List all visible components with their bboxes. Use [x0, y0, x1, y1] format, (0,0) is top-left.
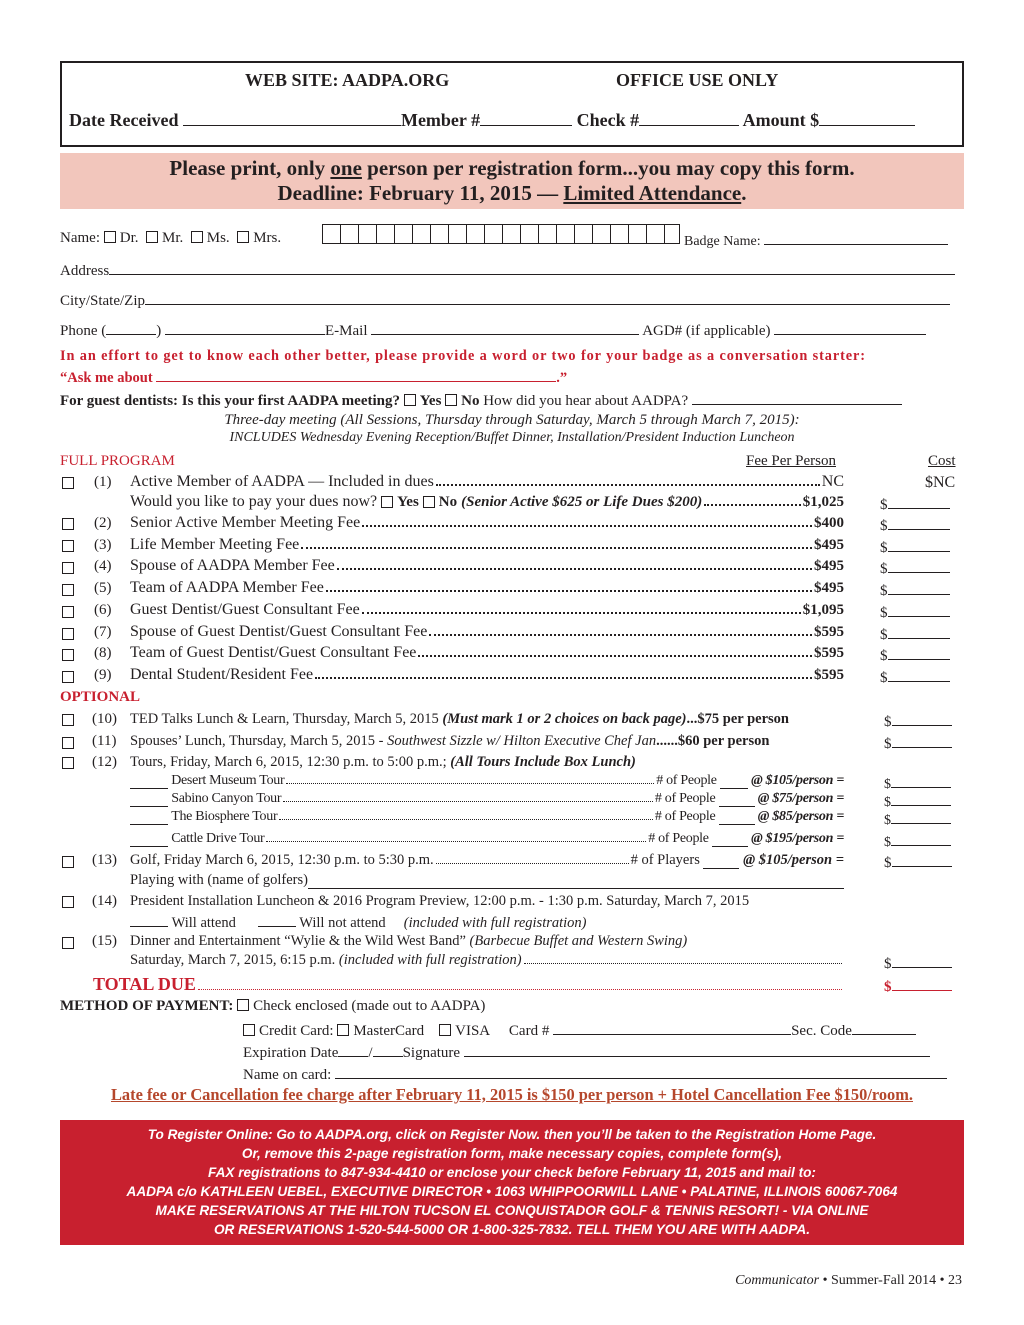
dollar-sign: $ — [880, 497, 888, 513]
dr-label: Dr. — [119, 230, 139, 246]
item-13-cost — [884, 852, 952, 872]
amount-field[interactable] — [819, 111, 915, 126]
heard-label: How did you hear about AADPA? — [483, 393, 689, 409]
dollar-sign: $ — [884, 714, 892, 730]
item-11-note: Southwest Sizzle w/ Hilton Executive Chef Jan — [387, 733, 657, 749]
badge-name-row — [684, 230, 948, 250]
dollar-sign: $ — [880, 540, 888, 556]
tour-desert-count[interactable] — [720, 774, 748, 789]
item-13-label: Golf, Friday March 6, 2015, 12:30 p.m. to 5:30 p.m. — [130, 852, 434, 868]
badge-name-label: Badge Name: — [684, 234, 761, 249]
email-field[interactable] — [371, 320, 639, 335]
dues-no-checkbox[interactable] — [423, 496, 435, 508]
name-on-card-field[interactable] — [335, 1064, 947, 1079]
item-11-checkbox[interactable] — [62, 737, 74, 749]
item-12-number: (12) — [92, 754, 117, 770]
banner-text: Please print, only — [169, 156, 331, 180]
dollar-sign: $ — [884, 777, 891, 792]
dollar-sign: $ — [884, 956, 892, 972]
visa-checkbox[interactable] — [439, 1024, 451, 1036]
late-fee-notice: Late fee or Cancellation fee charge after February 11, 2015 is $150 per person + Hotel Cancellation Fee $150/room. — [110, 1085, 913, 1104]
deadline-text: Deadline: February 11, 2015 — — [277, 181, 564, 205]
ms-checkbox[interactable] — [191, 231, 203, 243]
name-row — [60, 230, 281, 247]
item-13-row — [130, 852, 844, 869]
reservations-text: MAKE RESERVATIONS AT THE HILTON TUCSON EL CONQUISTADOR GOLF & TENNIS RESORT! - VIA ONLINE — [155, 1203, 869, 1218]
item-14-number: (14) — [92, 893, 117, 909]
dues-question: Would you like to pay your dues now? — [130, 493, 378, 510]
item-14-attend-row — [130, 912, 587, 932]
tour-biosphere-people: # of People — [654, 809, 716, 824]
item-15-label: Dinner and Entertainment “Wylie & the Wild West Band” — [130, 933, 466, 949]
item-3-checkbox[interactable] — [62, 540, 74, 552]
item-15-note2: (included with full registration) — [338, 952, 522, 968]
item-7-cost-field[interactable] — [888, 624, 950, 639]
guest-yes-checkbox[interactable] — [404, 394, 416, 406]
item-6-cost-field[interactable] — [888, 602, 950, 617]
tour-desert-people: # of People — [656, 773, 717, 788]
tour-sabino-mark[interactable] — [130, 792, 168, 807]
item-9-checkbox[interactable] — [62, 671, 74, 683]
tour-cattle-mark[interactable] — [130, 832, 168, 847]
item-11-fee: ......$60 per person — [656, 733, 770, 749]
exp-year-field[interactable] — [373, 1042, 403, 1057]
phone-label: Phone ( — [60, 323, 107, 339]
item-5-cost-field[interactable] — [888, 580, 950, 595]
will-attend-field[interactable] — [130, 912, 168, 927]
item-7-cost — [880, 624, 950, 644]
item-8-label: Team of Guest Dentist/Guest Consultant Fee — [130, 644, 417, 661]
agd-label: AGD# (if applicable) — [642, 323, 771, 339]
dollar-sign: $ — [884, 736, 892, 752]
dollar-sign: $ — [880, 648, 888, 664]
item-11-cost — [884, 733, 952, 753]
item-4-fee: $495 — [814, 558, 844, 574]
tour-sabino-cost-field[interactable] — [891, 791, 951, 806]
item-13-cost-field[interactable] — [892, 852, 952, 867]
limited-attendance: Limited Attendance — [563, 181, 742, 205]
signature-label: Signature — [402, 1045, 461, 1061]
credit-card-label: Credit Card: — [259, 1023, 334, 1039]
tour-desert-label: Desert Museum Tour — [171, 773, 285, 788]
payment-label: METHOD OF PAYMENT: — [60, 998, 234, 1014]
tour-cattle-price: @ $195/person = — [751, 831, 844, 846]
item-10-note: (Must mark 1 or 2 choices on back page) — [442, 711, 687, 727]
sec-code-field[interactable] — [852, 1020, 916, 1035]
item-12-note: (All Tours Include Box Lunch) — [450, 754, 636, 770]
ask-me-label: “Ask me about — [60, 370, 153, 386]
publication-name: Communicator — [735, 1273, 820, 1288]
member-label: Member # — [400, 110, 481, 130]
golf-playing-field[interactable] — [308, 874, 844, 889]
tour-biosphere-row — [130, 809, 844, 825]
tour-biosphere-cost-field[interactable] — [891, 809, 951, 824]
guest-question: For guest dentists: Is this your first AADPA meeting? — [60, 393, 400, 409]
item-5-fee: $495 — [814, 580, 844, 596]
item-8-cost-field[interactable] — [888, 645, 950, 660]
item-9-row — [130, 666, 844, 684]
item-15-row — [130, 933, 687, 950]
tour-biosphere-count[interactable] — [719, 810, 755, 825]
item-1-label: Active Member of AADPA — Included in dues — [130, 473, 434, 490]
item-13-price: @ $105/person = — [743, 852, 844, 868]
check-field[interactable] — [639, 111, 739, 126]
item-15-note: (Barbecue Buffet and Western Swing) — [469, 933, 688, 949]
item-6-fee: $1,095 — [802, 602, 844, 618]
city-label: City/State/Zip — [60, 293, 145, 309]
dollar-sign: $ — [880, 583, 888, 599]
item-6-cost — [880, 602, 950, 622]
optional-heading: OPTIONAL — [60, 689, 141, 705]
office-use-label: OFFICE USE ONLY — [616, 70, 779, 90]
item-5-cost — [880, 580, 950, 600]
name-grid-input[interactable] — [322, 224, 680, 244]
item-4-cost-field[interactable] — [888, 558, 950, 573]
registration-info-box — [60, 1120, 964, 1245]
meeting-line-2: INCLUDES Wednesday Evening Reception/Buffet Dinner, Installation/President Induction Luncheon — [229, 430, 795, 445]
cost-header: Cost — [928, 453, 956, 469]
item-9-cost-field[interactable] — [888, 667, 950, 682]
item-14-note: (included with full registration) — [403, 915, 587, 931]
guest-yes-label: Yes — [419, 393, 442, 409]
item-7-fee: $595 — [814, 624, 844, 640]
item-1-number: (1) — [94, 474, 112, 490]
dollar-sign: $ — [884, 795, 891, 810]
item-10-cost-field[interactable] — [892, 711, 952, 726]
page-footer — [735, 1273, 962, 1289]
card-number-label: Card # — [508, 1023, 550, 1039]
dues-yes-checkbox[interactable] — [381, 496, 393, 508]
item-12-checkbox[interactable] — [62, 757, 74, 769]
name-on-card-label: Name on card: — [243, 1067, 332, 1083]
item-11-row — [130, 733, 769, 750]
dollar-sign: $ — [884, 813, 891, 828]
email-label: E-Mail — [325, 323, 368, 339]
will-not-attend-label: Will not attend — [299, 915, 386, 931]
credit-card-checkbox[interactable] — [243, 1024, 255, 1036]
dollar-sign: $ — [880, 627, 888, 643]
item-6-number: (6) — [94, 602, 112, 618]
item-3-number: (3) — [94, 537, 112, 553]
item-4-number: (4) — [94, 558, 112, 574]
dues-row — [130, 493, 844, 511]
area-code-field[interactable] — [106, 320, 156, 335]
issue-page: • Summer-Fall 2014 • 23 — [819, 1273, 962, 1288]
item-2-number: (2) — [94, 515, 112, 531]
item-5-checkbox[interactable] — [62, 584, 74, 596]
badge-name-field[interactable] — [764, 230, 948, 245]
item-4-row — [130, 557, 844, 575]
item-2-checkbox[interactable] — [62, 518, 74, 530]
address-field[interactable] — [109, 260, 955, 275]
deadline-period: . — [741, 181, 747, 205]
banner-one: one — [330, 156, 362, 180]
mastercard-checkbox[interactable] — [337, 1024, 349, 1036]
phone-close: ) — [156, 323, 162, 339]
item-9-cost — [880, 667, 950, 687]
guest-row — [60, 390, 902, 410]
golf-playing-row — [130, 872, 844, 889]
mrs-label: Mrs. — [253, 230, 282, 246]
phone-field[interactable] — [165, 320, 325, 335]
will-not-attend-field[interactable] — [258, 912, 296, 927]
office-fields-row — [69, 110, 915, 131]
tour-desert-price: @ $105/person = — [751, 773, 844, 788]
phone-row — [60, 320, 926, 340]
banner-line-1 — [60, 156, 964, 181]
expiration-label: Expiration Date — [243, 1045, 339, 1061]
item-4-checkbox[interactable] — [62, 562, 74, 574]
tour-cattle-cost — [884, 831, 951, 851]
ask-me-end: .” — [556, 370, 568, 386]
conversation-prompt: In an effort to get to know each other better, please provide a word or two for your badge as a conversation starter: — [60, 348, 866, 364]
item-13-number: (13) — [92, 852, 117, 868]
item-8-fee: $595 — [814, 645, 844, 661]
full-program-heading: FULL PROGRAM — [60, 453, 175, 469]
item-1-cost: $NC — [925, 474, 956, 491]
total-due-label: TOTAL DUE — [93, 974, 196, 994]
mastercard-label: MasterCard — [353, 1023, 425, 1039]
dollar-sign: $ — [884, 835, 891, 850]
city-row — [60, 290, 950, 310]
tour-desert-mark[interactable] — [130, 774, 168, 789]
total-dollar-sign: $ — [884, 979, 892, 995]
address-label: Address — [60, 263, 110, 279]
date-received-label: Date Received — [69, 110, 179, 130]
item-10-checkbox[interactable] — [62, 714, 74, 726]
city-field[interactable] — [145, 290, 950, 305]
tour-sabino-label: Sabino Canyon Tour — [171, 791, 282, 806]
address-row — [60, 260, 955, 280]
tour-cattle-cost-field[interactable] — [891, 831, 951, 846]
item-15-number: (15) — [92, 933, 117, 949]
item-13-checkbox[interactable] — [62, 856, 74, 868]
banner-text-end: person per registration form...you may copy this form. — [361, 156, 855, 180]
check-enclosed-label: Check enclosed (made out to AADPA) — [253, 998, 486, 1014]
item-6-checkbox[interactable] — [62, 606, 74, 618]
fee-header: Fee Per Person — [746, 453, 836, 469]
item-15-line2 — [130, 952, 844, 969]
mailing-address: AADPA c/o KATHLEEN UEBEL, EXECUTIVE DIRECTOR • 1063 WHIPPOORWILL LANE • PALATINE, ILLINOIS 60067-7064 — [126, 1184, 898, 1199]
expiration-row — [243, 1042, 930, 1062]
tour-cattle-row — [130, 831, 844, 847]
dues-cost — [880, 494, 950, 514]
website-label: WEB SITE: AADPA.ORG — [245, 70, 450, 90]
item-10-fee: ...$75 per person — [686, 711, 789, 727]
name-on-card-row — [243, 1064, 947, 1084]
dollar-sign: $ — [880, 561, 888, 577]
item-2-row — [130, 514, 844, 532]
item-2-label: Senior Active Member Meeting Fee — [130, 514, 361, 531]
ask-me-row — [60, 367, 567, 387]
item-7-label: Spouse of Guest Dentist/Guest Consultant Fee — [130, 623, 428, 640]
item-7-row — [130, 623, 844, 641]
agd-field[interactable] — [774, 320, 926, 335]
item-13-players: # of Players — [630, 852, 700, 868]
ask-me-field[interactable] — [156, 367, 556, 382]
item-15-date: Saturday, March 7, 2015, 6:15 p.m. — [130, 952, 336, 968]
item-14-checkbox[interactable] — [62, 896, 74, 908]
item-3-label: Life Member Meeting Fee — [130, 536, 300, 553]
item-4-cost — [880, 558, 950, 578]
item-9-label: Dental Student/Resident Fee — [130, 666, 314, 683]
exp-slash: / — [368, 1045, 373, 1061]
remove-form-text: Or, remove this 2-page registration form, make necessary copies, complete form(s), — [241, 1146, 783, 1161]
heard-field[interactable] — [692, 390, 902, 405]
item-10-cost — [884, 711, 952, 731]
ms-label: Ms. — [206, 230, 230, 246]
item-6-label: Guest Dentist/Guest Consultant Fee — [130, 601, 360, 618]
tour-sabino-count[interactable] — [719, 792, 755, 807]
item-1-checkbox[interactable] — [62, 477, 74, 489]
dollar-sign: $ — [880, 518, 888, 534]
item-11-cost-field[interactable] — [892, 733, 952, 748]
tour-desert-cost-field[interactable] — [891, 773, 951, 788]
item-3-cost-field[interactable] — [888, 537, 950, 552]
dues-cost-field[interactable] — [888, 494, 950, 509]
item-10-number: (10) — [92, 711, 117, 727]
total-due-row — [93, 974, 844, 995]
meeting-line-1: Three-day meeting (All Sessions, Thursday through Saturday, March 5 through March 7, 2015): — [224, 412, 800, 428]
tour-sabino-row — [130, 791, 844, 807]
item-6-row — [130, 601, 844, 619]
item-10-row — [130, 711, 789, 728]
item-3-row — [130, 536, 844, 554]
item-15-cost — [884, 953, 952, 973]
item-3-cost — [880, 537, 950, 557]
item-2-cost-field[interactable] — [888, 515, 950, 530]
dollar-sign: $ — [880, 670, 888, 686]
item-1-fee: NC — [821, 473, 844, 490]
item-2-fee: $400 — [814, 515, 844, 531]
item-8-checkbox[interactable] — [62, 649, 74, 661]
item-2-cost — [880, 515, 950, 535]
item-9-fee: $595 — [814, 667, 844, 683]
tour-biosphere-price: @ $85/person = — [757, 809, 844, 824]
name-label: Name: — [60, 230, 100, 246]
item-8-cost — [880, 645, 950, 665]
visa-label: VISA — [455, 1023, 491, 1039]
item-8-number: (8) — [94, 645, 112, 661]
tour-cattle-people: # of People — [648, 831, 709, 846]
total-due-field[interactable] — [892, 976, 952, 991]
total-due-cost — [884, 976, 952, 996]
tour-sabino-people: # of People — [654, 791, 716, 806]
item-15-cost-field[interactable] — [892, 953, 952, 968]
item-7-checkbox[interactable] — [62, 628, 74, 640]
tour-biosphere-mark[interactable] — [130, 810, 168, 825]
dues-yes-label: Yes — [397, 494, 419, 510]
item-7-number: (7) — [94, 624, 112, 640]
item-4-label: Spouse of AADPA Member Fee — [130, 557, 335, 574]
dollar-sign: $ — [880, 605, 888, 621]
mr-label: Mr. — [161, 230, 184, 246]
amount-label: Amount $ — [742, 110, 820, 130]
item-12-label: Tours, Friday, March 6, 2015, 12:30 p.m. to 5:00 p.m.; — [130, 754, 447, 770]
item-13-count[interactable] — [703, 854, 739, 869]
dollar-sign: $ — [884, 855, 892, 871]
check-label: Check # — [576, 110, 640, 130]
mrs-checkbox[interactable] — [237, 231, 249, 243]
signature-field[interactable] — [464, 1042, 930, 1057]
fax-text: FAX registrations to 847-934-4410 or enclose your check before February 11, 2015 and mail to: — [208, 1165, 816, 1180]
tour-biosphere-cost — [884, 809, 951, 829]
dues-note: (Senior Active $625 or Life Dues $200) — [461, 494, 703, 510]
item-11-label: Spouses’ Lunch, Thursday, March 5, 2015 - — [130, 733, 388, 749]
member-field[interactable] — [480, 111, 572, 126]
online-registration-text: To Register Online: Go to AADPA.org, click on Register Now. then you’ll be taken to the Registration Home Page. — [147, 1127, 877, 1142]
dues-no-label: No — [438, 494, 458, 510]
credit-card-row — [243, 1020, 916, 1040]
item-5-row — [130, 579, 844, 597]
tour-sabino-cost — [884, 791, 951, 811]
item-5-label: Team of AADPA Member Fee — [130, 579, 324, 596]
tour-biosphere-label: The Biosphere Tour — [171, 809, 278, 824]
dues-fee: $1,025 — [802, 494, 844, 510]
tour-desert-row — [130, 773, 844, 789]
tour-cattle-count[interactable] — [712, 832, 748, 847]
mr-checkbox[interactable] — [146, 231, 158, 243]
card-number-field[interactable] — [553, 1020, 791, 1035]
payment-row — [60, 998, 485, 1015]
item-9-number: (9) — [94, 667, 112, 683]
exp-month-field[interactable] — [338, 1042, 368, 1057]
golf-playing-label: Playing with (name of golfers) — [130, 872, 308, 888]
guest-no-checkbox[interactable] — [445, 394, 457, 406]
reservation-phones: OR RESERVATIONS 1-520-544-5000 OR 1-800-325-7832. TELL THEM YOU ARE WITH AADPA. — [213, 1222, 811, 1237]
item-5-number: (5) — [94, 580, 112, 596]
sec-code-label: Sec. Code — [791, 1023, 852, 1039]
item-15-checkbox[interactable] — [62, 937, 74, 949]
banner-line-2 — [60, 181, 964, 206]
date-received-field[interactable] — [183, 111, 401, 126]
check-enclosed-checkbox[interactable] — [237, 999, 249, 1011]
item-1-row — [130, 473, 844, 491]
tour-desert-cost — [884, 773, 951, 793]
tour-sabino-price: @ $75/person = — [757, 791, 844, 806]
will-attend-label: Will attend — [171, 915, 236, 931]
office-use-box — [60, 61, 964, 147]
item-12-row — [130, 754, 636, 771]
item-14-row: President Installation Luncheon & 2016 Program Preview, 12:00 p.m. - 1:30 p.m. Saturday, March 7, 2015 — [130, 893, 750, 909]
guest-no-label: No — [461, 393, 480, 409]
item-10-label: TED Talks Lunch & Learn, Thursday, March 5, 2015 — [130, 711, 439, 727]
item-8-row — [130, 644, 844, 662]
item-3-fee: $495 — [814, 537, 844, 553]
tour-cattle-label: Cattle Drive Tour — [171, 831, 265, 846]
item-11-number: (11) — [92, 733, 117, 749]
dr-checkbox[interactable] — [104, 231, 116, 243]
